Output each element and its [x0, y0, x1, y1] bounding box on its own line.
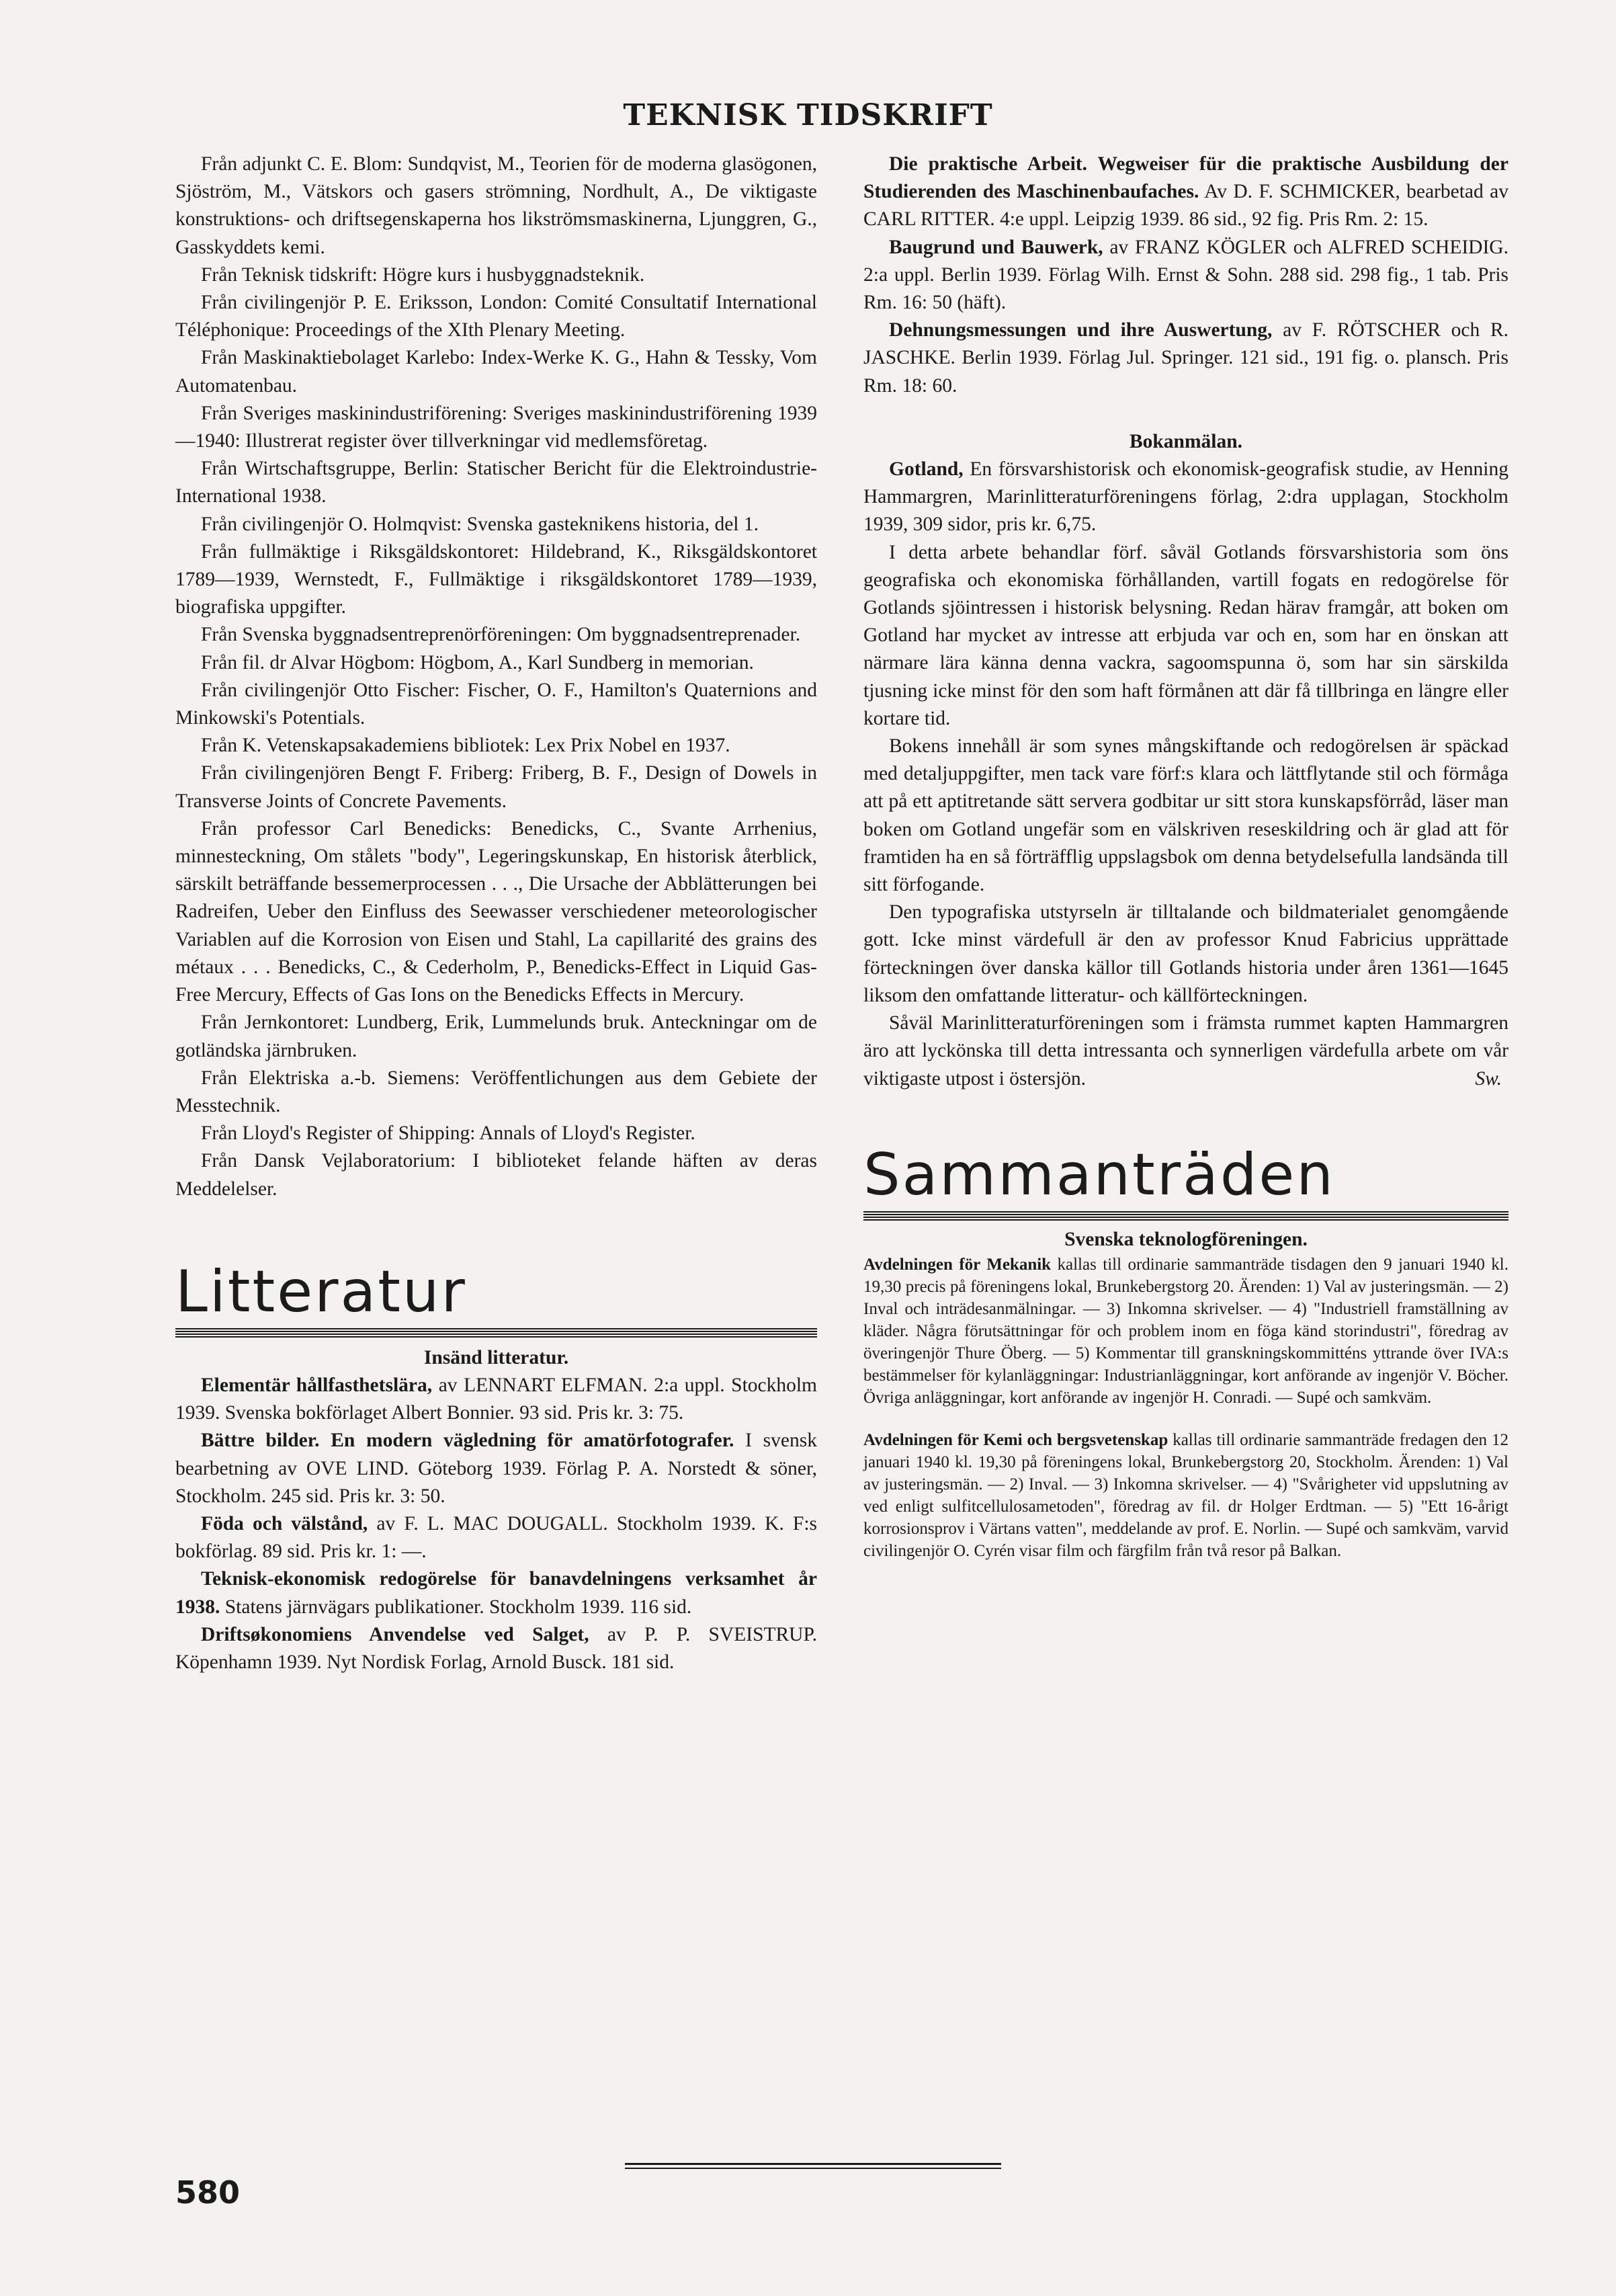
review-lead — [863, 456, 1508, 539]
meeting-section: Avdelningen för Kemi och bergsvetenskap — [863, 1431, 1168, 1450]
review-body — [863, 539, 1508, 1093]
review-paragraph: Bokens innehåll är som synes mångskiftande och redogörelsen är späckad med detaljuppgifter, men tack vare förf:s klara och lättflytande stil och förmåga att på ett aptitretande sätt servera godbitar ur sitt stora kunskapsförråd, läser man boken om Gotland ungefär som en välskriven reseskildring och är glad att för framtiden ha en så förträfflig uppslagsbok om denna betydelsefulla landsända till sitt förfogande. — [863, 735, 1508, 896]
literature-entry — [175, 1621, 817, 1676]
section-title-litteratur: Litteratur — [175, 1258, 467, 1325]
review-signature: Sw. — [1475, 1067, 1502, 1090]
donation-paragraph: Från adjunkt C. E. Blom: Sundqvist, M., Teorien för de moderna glasögonen, Sjöström, M., Vätskors och gasers strömning, Nordhult, A., De viktigaste konstruktions- och driftsegenskaperna hos likströmsmaskinerna, Ljunggren, G., Gasskyddets kemi. — [175, 153, 817, 258]
donation-paragraph: Från professor Carl Benedicks: Benedicks, C., Svante Arrhenius, minnesteckning, Om stålets "body", Legeringskunskap, En historisk återblick, särskilt beträffande bessemerprocessen . . ., Die Ursache der Abblätterungen bei Radreifen, Ueber den Einfluss des Seewasser verschiedener meteorologischer Variablen auf die Korrosion von Eisen und Stahl, La capillarité des grains des métaux . . . Benedicks, C., & Cederholm, P., Benedicks-Effect in Liquid Gas-Free Mercury, Effects of Gas Ions on the Benedicks Effects in Mercury. — [175, 817, 817, 1006]
review-paragraph: I detta arbete behandlar förf. såväl Gotlands försvarshistoria som öns geografiska och ekonomiska förhållanden, vartill fogats en redogörelse för Gotlands sjöintressen i historisk belysning. Redan härav framgår, att boken om Gotland har mycket av intresse att erbjuda var och en, som har en önskan att närmare lära känna denna vackra, sagoomspunna ö, som har sin särskilda tjusning icke minst för den som haft förmånen att där få tillbringa en längre eller kortare tid. — [863, 541, 1508, 729]
entry-details: 2:a uppl. Berlin 1939. Förlag Wilh. Ernst & Sohn. 288 sid. 298 fig., 1 tab. Pris Rm. 16: 50 (häft). — [863, 263, 1508, 314]
entry-details: Stockholm 1939. K. F:s bokförlag. 89 sid. Pris kr. 1: —. — [175, 1512, 818, 1563]
right-column — [863, 151, 1508, 1562]
entry-details: 4:e uppl. Leipzig 1939. 86 sid., 92 fig. Pris Rm. 2: 15. — [999, 208, 1429, 231]
entry-title: Elementär hållfasthetslära, — [201, 1374, 433, 1396]
literature-entries-continued — [863, 151, 1508, 400]
entry-author: av FRANZ KÖGLER och ALFRED SCHEIDIG. — [1109, 236, 1508, 258]
donation-paragraph: Från civilingenjör Otto Fischer: Fischer, O. F., Hamilton's Quaternions and Minkowski's Potentials. — [175, 679, 817, 729]
donation-paragraph: Från civilingenjör O. Holmqvist: Svenska gasteknikens historia, del 1. — [201, 513, 759, 535]
literature-entry — [175, 1372, 817, 1427]
donations-list — [175, 151, 817, 1203]
literature-entry — [863, 317, 1508, 400]
subheading-bokanmalan: Bokanmälan. — [1129, 430, 1243, 452]
review-title: Gotland, — [889, 458, 964, 481]
donation-paragraph: Från Svenska byggnadsentreprenörföreningen: Om byggnadsentreprenader. — [201, 624, 801, 646]
donation-paragraph: Från Wirtschaftsgruppe, Berlin: Statischer Bericht für die Elektroindustrie-International 1938. — [175, 458, 817, 507]
entry-author: av LENNART ELFMAN. — [438, 1374, 648, 1396]
donation-paragraph: Från Elektriska a.-b. Siemens: Veröffentlichungen aus dem Gebiete der Messtechnik. — [175, 1067, 817, 1116]
meeting-notice — [863, 1254, 1508, 1409]
donation-paragraph: Från K. Vetenskapsakademiens bibliotek: Lex Prix Nobel en 1937. — [201, 735, 730, 757]
entry-title: Driftsøkonomiens Anvendelse ved Salget, — [201, 1623, 589, 1645]
review-lead-text: En försvarshistorisk och ekonomisk-geografisk studie, av Henning Hammargren, Marinlitteraturföreningens förlag, 2:dra upplagan, Stockholm 1939, 309 sidor, pris kr. 6,75. — [863, 458, 1508, 536]
review-paragraph: Den typografiska utstyrseln är tilltalande och bildmaterialet genomgående gott. Icke minst värdefull är den av professor Knud Fabricius upprättade förteckningen över danska källor till Gotlands historia under åren 1361—1645 liksom den omfattande litteratur- och källförteckningen. — [863, 901, 1508, 1006]
entry-title: Föda och välstånd, — [201, 1512, 368, 1534]
entry-author: Statens järnvägars publikationer. — [224, 1596, 484, 1618]
donation-paragraph: Från Sveriges maskinindustriförening: Sveriges maskinindustriförening 1939—1940: Illustrerat register över tillverkningar vid medlemsföretag. — [175, 402, 817, 452]
entry-title: Die praktische Arbeit. Wegweiser für die praktische Ausbildung der Studierenden des Maschinenbaufaches. — [863, 153, 1508, 203]
page-number: 580 — [175, 2174, 241, 2211]
literature-entry — [175, 1510, 817, 1565]
meeting-section: Avdelningen för Mekanik — [863, 1256, 1052, 1274]
entry-author: I svensk bearbetning av OVE LIND. — [175, 1430, 817, 1479]
donation-paragraph: Från Jernkontoret: Lundberg, Erik, Lummelunds bruk. Anteckningar om de gotländska järnbruken. — [175, 1012, 817, 1061]
section-title-sammantraden: Sammanträden — [863, 1141, 1335, 1208]
subheading-teknologforeningen: Svenska teknologföreningen. — [1064, 1228, 1308, 1250]
review-paragraph: Såväl Marinlitteraturföreningen som i främsta rummet kapten Hammargren äro att lyckönska till detta intressanta och synnerligen värdefulla arbete om vår viktigaste utpost i östersjön. — [863, 1012, 1508, 1090]
literature-entry — [863, 234, 1508, 317]
meeting-notices — [863, 1254, 1508, 1562]
literature-entry — [175, 1565, 817, 1621]
literature-entries — [175, 1372, 817, 1676]
donation-paragraph: Från civilingenjör P. E. Eriksson, London: Comité Consultatif International Téléphonique: Proceedings of the XIth Plenary Meeting. — [175, 292, 817, 341]
entry-title: Bättre bilder. En modern vägledning för amatörfotografer. — [201, 1430, 734, 1452]
subheading-insand: Insänd litteratur. — [423, 1346, 569, 1368]
donation-paragraph: Från Lloyd's Register of Shipping: Annals of Lloyd's Register. — [201, 1122, 695, 1145]
entry-title: Teknisk-ekonomisk redogörelse för banavdelningens verksamhet år 1938. — [175, 1568, 817, 1618]
journal-header: TEKNISK TIDSKRIFT — [623, 98, 993, 132]
entry-details: Berlin 1939. Förlag Jul. Springer. 121 sid., 191 fig. o. plansch. Pris Rm. 18: 60. — [863, 347, 1508, 397]
entry-details: Köpenhamn 1939. Nyt Nordisk Forlag, Arnold Busck. 181 sid. — [175, 1651, 675, 1673]
entry-author: av F. RÖTSCHER och R. JASCHKE. — [863, 319, 1508, 369]
entry-author: av P. P. SVEISTRUP. — [607, 1623, 817, 1645]
entry-details: Stockholm 1939. 116 sid. — [489, 1596, 692, 1618]
section-rule — [175, 1328, 817, 1338]
donation-paragraph: Från fil. dr Alvar Högbom: Högbom, A., Karl Sundberg in memorian. — [201, 651, 754, 673]
entry-details: Göteborg 1939. Förlag P. A. Norstedt & söner, Stockholm. 245 sid. Pris kr. 3: 50. — [175, 1457, 817, 1507]
donation-paragraph: Från Teknisk tidskrift: Högre kurs i husbyggnadsteknik. — [201, 263, 645, 286]
meeting-notice — [863, 1429, 1508, 1562]
footer-rule — [625, 2163, 1001, 2169]
literature-entry — [175, 1427, 817, 1510]
meeting-text: kallas till ordinarie sammanträde tisdagen den 9 januari 1940 kl. 19,30 precis på föreningens lokal, Brunkebergstorg 20. Ärenden: 1) Val av justeringsmän. — 2) Inval och inträdesanmälningar. — 3) Inkomna skrivelser. — 4) "Industriell framställning av kläder. Några förutsättningar för och problem inom en föga känd storindustri", föredrag av överingenjör Thure Öberg. — 5) Kommentar till granskningskommitténs yttrande över IVA:s bestämmelser för kylanläggningar: Industrianläggningar, kort anförande av ingenjör V. Böcher. Övriga anläggningar, kort anförande av ingenjör H. Conradi. — Supé och samkväm. — [863, 1256, 1509, 1407]
donation-paragraph: Från civilingenjören Bengt F. Friberg: Friberg, B. F., Design of Dowels in Transverse Joints of Concrete Pavements. — [175, 762, 817, 812]
donation-paragraph: Från Dansk Vejlaboratorium: I biblioteket felande häften av deras Meddelelser. — [175, 1150, 817, 1200]
literature-entry — [863, 151, 1508, 234]
entry-details: 2:a uppl. Stockholm 1939. Svenska bokförlaget Albert Bonnier. 93 sid. Pris kr. 3: 75. — [175, 1374, 818, 1424]
donation-paragraph: Från Maskinaktiebolaget Karlebo: Index-Werke K. G., Hahn & Tessky, Vom Automatenbau. — [175, 347, 817, 397]
entry-title: Baugrund und Bauwerk, — [889, 236, 1103, 258]
left-column — [175, 151, 817, 1676]
section-rule — [863, 1211, 1508, 1221]
entry-author: Av D. F. SCHMICKER, bearbetad av CARL RITTER. — [863, 181, 1508, 231]
entry-title: Dehnungsmessungen und ihre Auswertung, — [889, 319, 1273, 341]
entry-author: av F. L. MAC DOUGALL. — [376, 1512, 608, 1534]
meeting-text: kallas till ordinarie sammanträde fredagen den 12 januari 1940 kl. 19,30 på föreningens lokal, Brunkebergstorg 20, Stockholm. Ärenden: 1) Val av justeringsmän. — 2) Inval. — 3) Inkomna skrivelser. — 4) "Svårigheter vid uppslutning av ved enligt sulfitcellulosametoden", föredrag av fil. dr Holger Erdtman. — 5) "Ett 16-årigt korrosionsprov i Värtans vatten", meddelande av prof. E. Norlin. — Supé och samkväm, varvid civilingenjör O. Cyrén visar film och färgfilm från två resor på Balkan. — [863, 1431, 1509, 1561]
donation-paragraph: Från fullmäktige i Riksgäldskontoret: Hildebrand, K., Riksgäldskontoret 1789—1939, Wernstedt, F., Fullmäktige i riksgäldskontoret 1789—1939, biografiska uppgifter. — [175, 540, 817, 618]
